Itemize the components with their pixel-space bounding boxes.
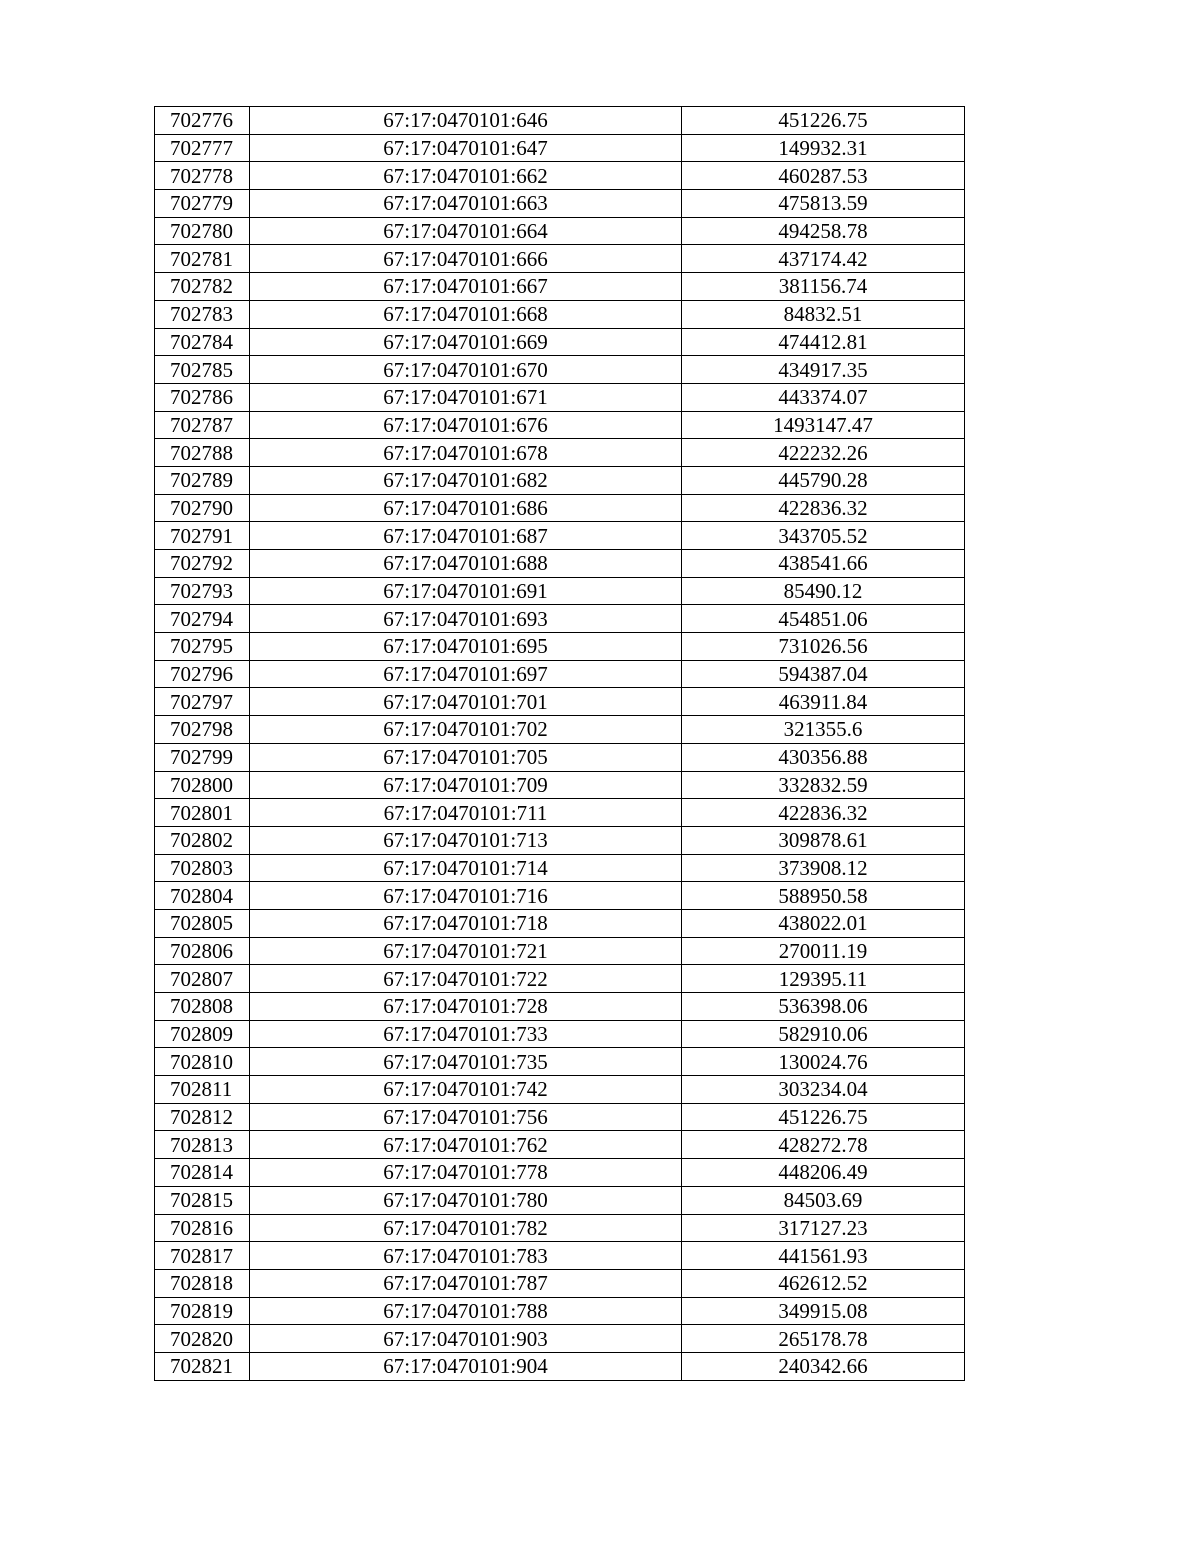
cadastral-number-cell: 67:17:0470101:691 <box>250 577 682 605</box>
row-number-cell: 702807 <box>155 965 250 993</box>
table-body <box>155 107 965 1381</box>
cadastral-number-cell: 67:17:0470101:788 <box>250 1297 682 1325</box>
value-cell: 430356.88 <box>682 743 965 771</box>
row-number-cell: 702817 <box>155 1242 250 1270</box>
cadastral-number-cell: 67:17:0470101:688 <box>250 550 682 578</box>
row-number-cell: 702795 <box>155 633 250 661</box>
cadastral-number-cell: 67:17:0470101:678 <box>250 439 682 467</box>
row-number-cell: 702810 <box>155 1048 250 1076</box>
cadastral-number-cell: 67:17:0470101:904 <box>250 1352 682 1380</box>
row-number-cell: 702791 <box>155 522 250 550</box>
value-cell: 448206.49 <box>682 1159 965 1187</box>
value-cell: 1493147.47 <box>682 411 965 439</box>
row-number-cell: 702811 <box>155 1076 250 1104</box>
cadastral-number-cell: 67:17:0470101:778 <box>250 1159 682 1187</box>
row-number-cell: 702815 <box>155 1186 250 1214</box>
row-number-cell: 702794 <box>155 605 250 633</box>
table-row <box>155 771 965 799</box>
row-number-cell: 702779 <box>155 190 250 218</box>
cadastral-number-cell: 67:17:0470101:686 <box>250 494 682 522</box>
table-row <box>155 550 965 578</box>
cadastral-number-cell: 67:17:0470101:718 <box>250 909 682 937</box>
table-row <box>155 937 965 965</box>
row-number-cell: 702785 <box>155 356 250 384</box>
cadastral-number-cell: 67:17:0470101:735 <box>250 1048 682 1076</box>
cadastral-number-cell: 67:17:0470101:742 <box>250 1076 682 1104</box>
value-cell: 130024.76 <box>682 1048 965 1076</box>
value-cell: 588950.58 <box>682 882 965 910</box>
row-number-cell: 702780 <box>155 217 250 245</box>
row-number-cell: 702800 <box>155 771 250 799</box>
table-row <box>155 1048 965 1076</box>
value-cell: 475813.59 <box>682 190 965 218</box>
row-number-cell: 702803 <box>155 854 250 882</box>
row-number-cell: 702804 <box>155 882 250 910</box>
row-number-cell: 702797 <box>155 688 250 716</box>
value-cell: 129395.11 <box>682 965 965 993</box>
value-cell: 460287.53 <box>682 162 965 190</box>
table-row <box>155 965 965 993</box>
cadastral-number-cell: 67:17:0470101:903 <box>250 1325 682 1353</box>
table-row <box>155 190 965 218</box>
cadastral-number-cell: 67:17:0470101:701 <box>250 688 682 716</box>
table-row <box>155 633 965 661</box>
value-cell: 422232.26 <box>682 439 965 467</box>
table-row <box>155 1269 965 1297</box>
table-row <box>155 688 965 716</box>
table-row <box>155 522 965 550</box>
row-number-cell: 702814 <box>155 1159 250 1187</box>
table-row <box>155 217 965 245</box>
value-cell: 381156.74 <box>682 273 965 301</box>
value-cell: 84503.69 <box>682 1186 965 1214</box>
table-row <box>155 1159 965 1187</box>
table-row <box>155 1103 965 1131</box>
value-cell: 474412.81 <box>682 328 965 356</box>
row-number-cell: 702787 <box>155 411 250 439</box>
value-cell: 494258.78 <box>682 217 965 245</box>
cadastral-number-cell: 67:17:0470101:711 <box>250 799 682 827</box>
table-row <box>155 909 965 937</box>
row-number-cell: 702789 <box>155 466 250 494</box>
cadastral-number-cell: 67:17:0470101:722 <box>250 965 682 993</box>
row-number-cell: 702784 <box>155 328 250 356</box>
row-number-cell: 702788 <box>155 439 250 467</box>
row-number-cell: 702786 <box>155 383 250 411</box>
row-number-cell: 702802 <box>155 826 250 854</box>
cadastral-number-cell: 67:17:0470101:667 <box>250 273 682 301</box>
row-number-cell: 702818 <box>155 1269 250 1297</box>
cadastral-number-cell: 67:17:0470101:676 <box>250 411 682 439</box>
value-cell: 463911.84 <box>682 688 965 716</box>
value-cell: 594387.04 <box>682 660 965 688</box>
value-cell: 84832.51 <box>682 300 965 328</box>
table-row <box>155 854 965 882</box>
table-row <box>155 300 965 328</box>
cadastral-number-cell: 67:17:0470101:782 <box>250 1214 682 1242</box>
row-number-cell: 702798 <box>155 716 250 744</box>
value-cell: 240342.66 <box>682 1352 965 1380</box>
table-row <box>155 743 965 771</box>
table-row <box>155 1076 965 1104</box>
row-number-cell: 702778 <box>155 162 250 190</box>
value-cell: 428272.78 <box>682 1131 965 1159</box>
cadastral-number-cell: 67:17:0470101:714 <box>250 854 682 882</box>
row-number-cell: 702801 <box>155 799 250 827</box>
cadastral-number-cell: 67:17:0470101:682 <box>250 466 682 494</box>
value-cell: 437174.42 <box>682 245 965 273</box>
cadastral-number-cell: 67:17:0470101:693 <box>250 605 682 633</box>
document-table-container <box>154 106 965 1381</box>
table-row <box>155 605 965 633</box>
value-cell: 441561.93 <box>682 1242 965 1270</box>
row-number-cell: 702782 <box>155 273 250 301</box>
table-row <box>155 660 965 688</box>
cadastral-number-cell: 67:17:0470101:733 <box>250 1020 682 1048</box>
value-cell: 422836.32 <box>682 799 965 827</box>
cadastral-number-cell: 67:17:0470101:780 <box>250 1186 682 1214</box>
table-row <box>155 1297 965 1325</box>
value-cell: 582910.06 <box>682 1020 965 1048</box>
table-row <box>155 273 965 301</box>
cadastral-number-cell: 67:17:0470101:762 <box>250 1131 682 1159</box>
cadastral-number-cell: 67:17:0470101:662 <box>250 162 682 190</box>
value-cell: 149932.31 <box>682 134 965 162</box>
value-cell: 445790.28 <box>682 466 965 494</box>
table-row <box>155 356 965 384</box>
cadastral-number-cell: 67:17:0470101:705 <box>250 743 682 771</box>
cadastral-number-cell: 67:17:0470101:663 <box>250 190 682 218</box>
table-row <box>155 826 965 854</box>
table-row <box>155 1325 965 1353</box>
value-cell: 349915.08 <box>682 1297 965 1325</box>
row-number-cell: 702790 <box>155 494 250 522</box>
cadastral-value-table <box>154 106 965 1381</box>
row-number-cell: 702805 <box>155 909 250 937</box>
cadastral-number-cell: 67:17:0470101:671 <box>250 383 682 411</box>
cadastral-number-cell: 67:17:0470101:728 <box>250 993 682 1021</box>
table-row <box>155 466 965 494</box>
table-row <box>155 1352 965 1380</box>
cadastral-number-cell: 67:17:0470101:787 <box>250 1269 682 1297</box>
cadastral-number-cell: 67:17:0470101:687 <box>250 522 682 550</box>
value-cell: 422836.32 <box>682 494 965 522</box>
table-row <box>155 1214 965 1242</box>
value-cell: 434917.35 <box>682 356 965 384</box>
value-cell: 309878.61 <box>682 826 965 854</box>
row-number-cell: 702821 <box>155 1352 250 1380</box>
value-cell: 343705.52 <box>682 522 965 550</box>
value-cell: 731026.56 <box>682 633 965 661</box>
table-row <box>155 577 965 605</box>
cadastral-number-cell: 67:17:0470101:670 <box>250 356 682 384</box>
value-cell: 317127.23 <box>682 1214 965 1242</box>
row-number-cell: 702816 <box>155 1214 250 1242</box>
cadastral-number-cell: 67:17:0470101:713 <box>250 826 682 854</box>
table-row <box>155 799 965 827</box>
cadastral-number-cell: 67:17:0470101:666 <box>250 245 682 273</box>
cadastral-number-cell: 67:17:0470101:709 <box>250 771 682 799</box>
cadastral-number-cell: 67:17:0470101:695 <box>250 633 682 661</box>
table-row <box>155 134 965 162</box>
table-row <box>155 383 965 411</box>
cadastral-number-cell: 67:17:0470101:647 <box>250 134 682 162</box>
value-cell: 451226.75 <box>682 1103 965 1131</box>
row-number-cell: 702776 <box>155 107 250 135</box>
cadastral-number-cell: 67:17:0470101:669 <box>250 328 682 356</box>
row-number-cell: 702812 <box>155 1103 250 1131</box>
row-number-cell: 702809 <box>155 1020 250 1048</box>
value-cell: 454851.06 <box>682 605 965 633</box>
cadastral-number-cell: 67:17:0470101:697 <box>250 660 682 688</box>
row-number-cell: 702813 <box>155 1131 250 1159</box>
table-row <box>155 328 965 356</box>
cadastral-number-cell: 67:17:0470101:756 <box>250 1103 682 1131</box>
table-row <box>155 1186 965 1214</box>
value-cell: 265178.78 <box>682 1325 965 1353</box>
value-cell: 85490.12 <box>682 577 965 605</box>
table-row <box>155 411 965 439</box>
value-cell: 438541.66 <box>682 550 965 578</box>
table-row <box>155 1131 965 1159</box>
value-cell: 303234.04 <box>682 1076 965 1104</box>
value-cell: 536398.06 <box>682 993 965 1021</box>
value-cell: 438022.01 <box>682 909 965 937</box>
value-cell: 451226.75 <box>682 107 965 135</box>
row-number-cell: 702777 <box>155 134 250 162</box>
cadastral-number-cell: 67:17:0470101:664 <box>250 217 682 245</box>
table-row <box>155 439 965 467</box>
table-row <box>155 993 965 1021</box>
row-number-cell: 702793 <box>155 577 250 605</box>
table-row <box>155 882 965 910</box>
value-cell: 332832.59 <box>682 771 965 799</box>
value-cell: 443374.07 <box>682 383 965 411</box>
value-cell: 321355.6 <box>682 716 965 744</box>
table-row <box>155 245 965 273</box>
row-number-cell: 702806 <box>155 937 250 965</box>
row-number-cell: 702820 <box>155 1325 250 1353</box>
row-number-cell: 702808 <box>155 993 250 1021</box>
cadastral-number-cell: 67:17:0470101:721 <box>250 937 682 965</box>
table-row <box>155 107 965 135</box>
value-cell: 270011.19 <box>682 937 965 965</box>
cadastral-number-cell: 67:17:0470101:646 <box>250 107 682 135</box>
cadastral-number-cell: 67:17:0470101:702 <box>250 716 682 744</box>
value-cell: 462612.52 <box>682 1269 965 1297</box>
row-number-cell: 702819 <box>155 1297 250 1325</box>
row-number-cell: 702781 <box>155 245 250 273</box>
table-row <box>155 716 965 744</box>
row-number-cell: 702792 <box>155 550 250 578</box>
row-number-cell: 702799 <box>155 743 250 771</box>
row-number-cell: 702783 <box>155 300 250 328</box>
cadastral-number-cell: 67:17:0470101:668 <box>250 300 682 328</box>
table-row <box>155 1020 965 1048</box>
value-cell: 373908.12 <box>682 854 965 882</box>
cadastral-number-cell: 67:17:0470101:783 <box>250 1242 682 1270</box>
table-row <box>155 1242 965 1270</box>
cadastral-number-cell: 67:17:0470101:716 <box>250 882 682 910</box>
row-number-cell: 702796 <box>155 660 250 688</box>
table-row <box>155 162 965 190</box>
table-row <box>155 494 965 522</box>
